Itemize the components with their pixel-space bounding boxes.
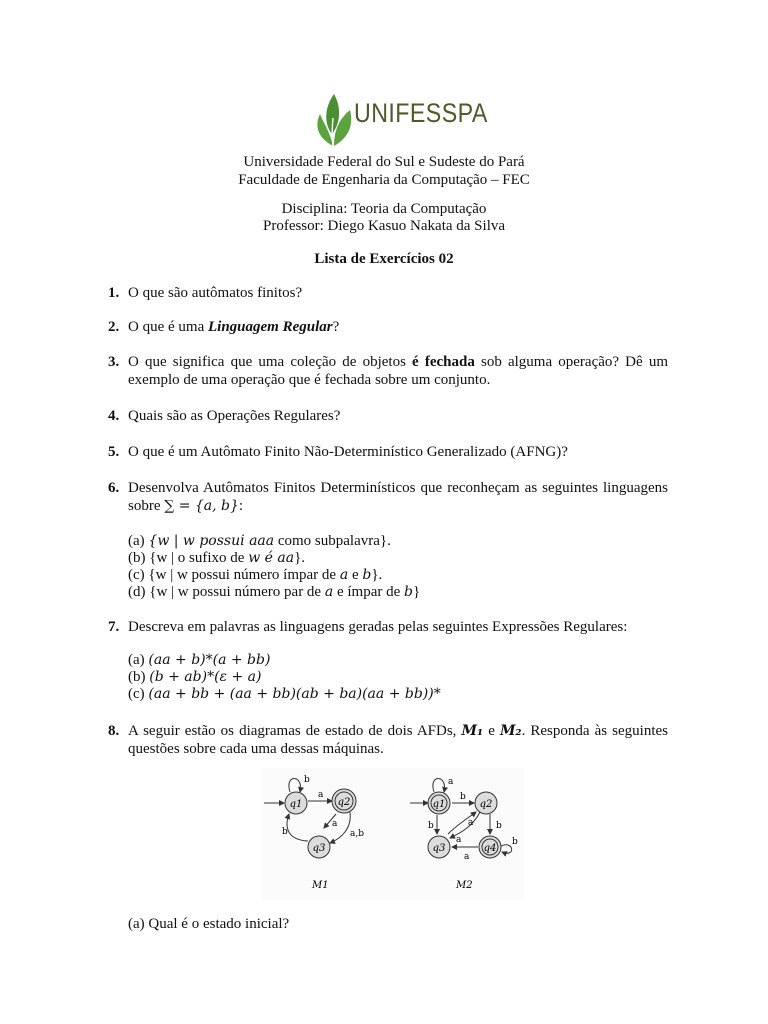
question-number: 3. bbox=[108, 354, 120, 370]
q7-item-a: (a) (aa + b)*(a + bb) bbox=[128, 652, 271, 668]
q8-item-a: (a) Qual é o estado inicial? bbox=[128, 916, 290, 932]
state-label: q2 bbox=[479, 799, 493, 810]
state-label: q4 bbox=[483, 843, 497, 854]
question-text: O que é um Autômato Finito Não-Determinístico Generalizado (AFNG)? bbox=[128, 444, 568, 460]
edge-label: b bbox=[428, 821, 434, 831]
q6-item-a: (a) {w | w possui aaa como subpalavra}. bbox=[128, 533, 391, 549]
edge-label: a bbox=[464, 852, 470, 862]
edge-label: a bbox=[456, 835, 462, 845]
edge-label: a bbox=[332, 819, 338, 829]
question-text: O que é uma Linguagem Regular? bbox=[128, 319, 340, 335]
edge-label: a,b bbox=[350, 829, 364, 839]
q6-item-c: (c) {w | w possui número ímpar de a e b}. bbox=[128, 567, 383, 583]
question-number: 5. bbox=[108, 444, 120, 460]
question-text: Desenvolva Autômatos Finitos Determinísticos que reconheçam as seguintes linguagens sobre ∑ = {a, b}: bbox=[128, 480, 668, 514]
question-number: 1. bbox=[108, 285, 120, 301]
edge-label: b bbox=[460, 792, 466, 802]
professor: Professor: Diego Kasuo Nakata da Silva bbox=[262, 218, 506, 234]
question-text: O que são autômatos finitos? bbox=[128, 285, 303, 301]
edge-label: b bbox=[512, 837, 518, 847]
unifesspa-logo bbox=[312, 88, 488, 150]
question-number: 2. bbox=[108, 319, 120, 335]
edge-label: b bbox=[496, 821, 502, 831]
q6-item-d: (d) {w | w possui número par de a e ímpar de b} bbox=[128, 584, 421, 600]
q6-item-b: (b) {w | o sufixo de w é aa}. bbox=[128, 550, 306, 566]
faculty-name: Faculdade de Engenharia da Computação – FEC bbox=[238, 172, 530, 188]
state-diagrams bbox=[262, 768, 524, 900]
edge-label: b bbox=[282, 827, 288, 837]
question-number: 8. bbox=[108, 723, 120, 739]
state-label: q3 bbox=[432, 843, 446, 854]
q7-item-c: (c) (aa + bb + (aa + bb)(ab + ba)(aa + bb))* bbox=[128, 686, 441, 702]
state-label: q1 bbox=[289, 799, 303, 810]
university-name: Universidade Federal do Sul e Sudeste do Pará bbox=[243, 154, 525, 170]
machine-label: M2 bbox=[456, 880, 473, 891]
leaf-logo-icon bbox=[312, 88, 356, 150]
question-text: O que significa que uma coleção de objetos é fechada sob alguma operação? Dê um exemplo de uma operação que é fechada sobre um conjunto. bbox=[128, 354, 668, 388]
question-number: 4. bbox=[108, 408, 120, 424]
list-title: Lista de Exercícios 02 bbox=[314, 251, 454, 267]
question-text: A seguir estão os diagramas de estado de dois AFDs, M₁ e M₂. Responda às seguintes questões sobre cada uma dessas máquinas. bbox=[128, 723, 668, 757]
logo-text: UNIFESSPA bbox=[354, 98, 488, 128]
question-text: Quais são as Operações Regulares? bbox=[128, 408, 341, 424]
discipline: Disciplina: Teoria da Computação bbox=[281, 201, 487, 217]
question-text: Descreva em palavras as linguagens geradas pelas seguintes Expressões Regulares: bbox=[128, 619, 628, 635]
edge-label: a bbox=[318, 790, 324, 800]
state-label: q3 bbox=[312, 843, 326, 854]
question-number: 7. bbox=[108, 619, 120, 635]
edge-label: a bbox=[468, 818, 474, 828]
state-label: q2 bbox=[337, 797, 351, 808]
edge-label: a bbox=[448, 777, 454, 787]
edge-label: b bbox=[304, 775, 310, 785]
machine-label: M1 bbox=[312, 880, 329, 891]
state-label: q1 bbox=[432, 799, 446, 810]
q7-item-b: (b) (b + ab)*(ε + a) bbox=[128, 669, 262, 685]
question-number: 6. bbox=[108, 480, 120, 496]
